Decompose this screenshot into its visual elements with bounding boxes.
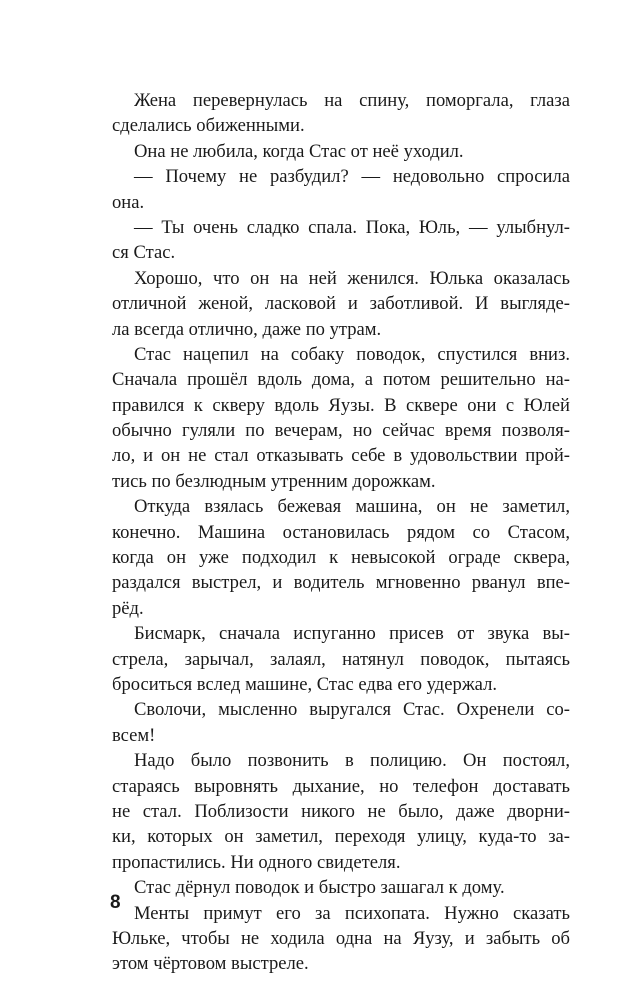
text-line: ла всегда отлично, даже по утрам. <box>112 318 382 340</box>
text-line: она. <box>112 191 145 213</box>
text-line: тись по безлюдным утренним дорожкам. <box>112 470 436 492</box>
text-line: Хорошо, что он на ней женился. Юлька оказалась <box>134 267 570 289</box>
text-line: правился к скверу вдоль Яузы. В сквере они с Юлей <box>112 394 570 416</box>
text-line: Откуда взялась бежевая машина, он не заметил, <box>134 496 570 518</box>
text-line: пропастились. Ни одного свидетеля. <box>112 851 401 873</box>
text-line: ся Стас. <box>112 242 176 264</box>
text-line: отличной женой, ласковой и заботливой. И выгляде- <box>112 293 570 315</box>
text-line: ки, которых он заметил, переходя улицу, куда-то за- <box>112 826 570 848</box>
text-line: не стал. Поблизости никого не было, даже дворни- <box>112 800 570 822</box>
text-line: раздался выстрел, и водитель мгновенно рванул впе- <box>112 572 570 594</box>
text-line: стараясь выровнять дыхание, но телефон доставать <box>112 775 570 797</box>
text-line: Сначала прошёл вдоль дома, а потом решительно на- <box>112 369 570 391</box>
text-line: броситься вслед машине, Стас едва его удержал. <box>112 673 498 695</box>
text-line: Сволочи, мысленно выругался Стас. Охренели со- <box>134 699 570 721</box>
text-line: сделались обиженными. <box>112 115 305 137</box>
text-line: Жена перевернулась на спину, поморгала, глаза <box>134 90 570 111</box>
text-line: Она не любила, когда Стас от неё уходил. <box>134 140 464 162</box>
text-line: Стас нацепил на собаку поводок, спустился вниз. <box>134 343 570 365</box>
text-line: Менты примут его за психопата. Нужно сказать <box>134 902 570 924</box>
text-line: Юльке, чтобы не ходила одна на Яузу, и забыть об <box>112 927 570 949</box>
text-line: рёд. <box>112 597 144 619</box>
text-line: — Ты очень сладко спала. Пока, Юль, — улыбнул- <box>134 216 570 238</box>
text-line: стрела, зарычал, залаял, натянул поводок, пытаясь <box>112 648 570 670</box>
text-line: Надо было позвонить в полицию. Он постоял, <box>134 750 570 772</box>
page-text <box>112 88 570 977</box>
text-line: ло, и он не стал отказывать себе в удовольствии прой- <box>112 445 570 467</box>
text-line: этом чёртовом выстреле. <box>112 953 309 975</box>
text-line: обычно гуляли по вечерам, но сейчас время позволя- <box>112 420 570 442</box>
text-line: Бисмарк, сначала испуганно присев от звука вы- <box>134 623 570 645</box>
text-line: когда он уже подходил к невысокой ограде сквера, <box>112 547 570 569</box>
page-number: 8 <box>110 892 121 913</box>
text-line: Стас дёрнул поводок и быстро зашагал к дому. <box>134 877 505 899</box>
text-line: — Почему не разбудил? — недовольно спросила <box>134 166 570 188</box>
text-line: всем! <box>112 724 156 746</box>
text-line: конечно. Машина остановилась рядом со Стасом, <box>112 521 570 543</box>
